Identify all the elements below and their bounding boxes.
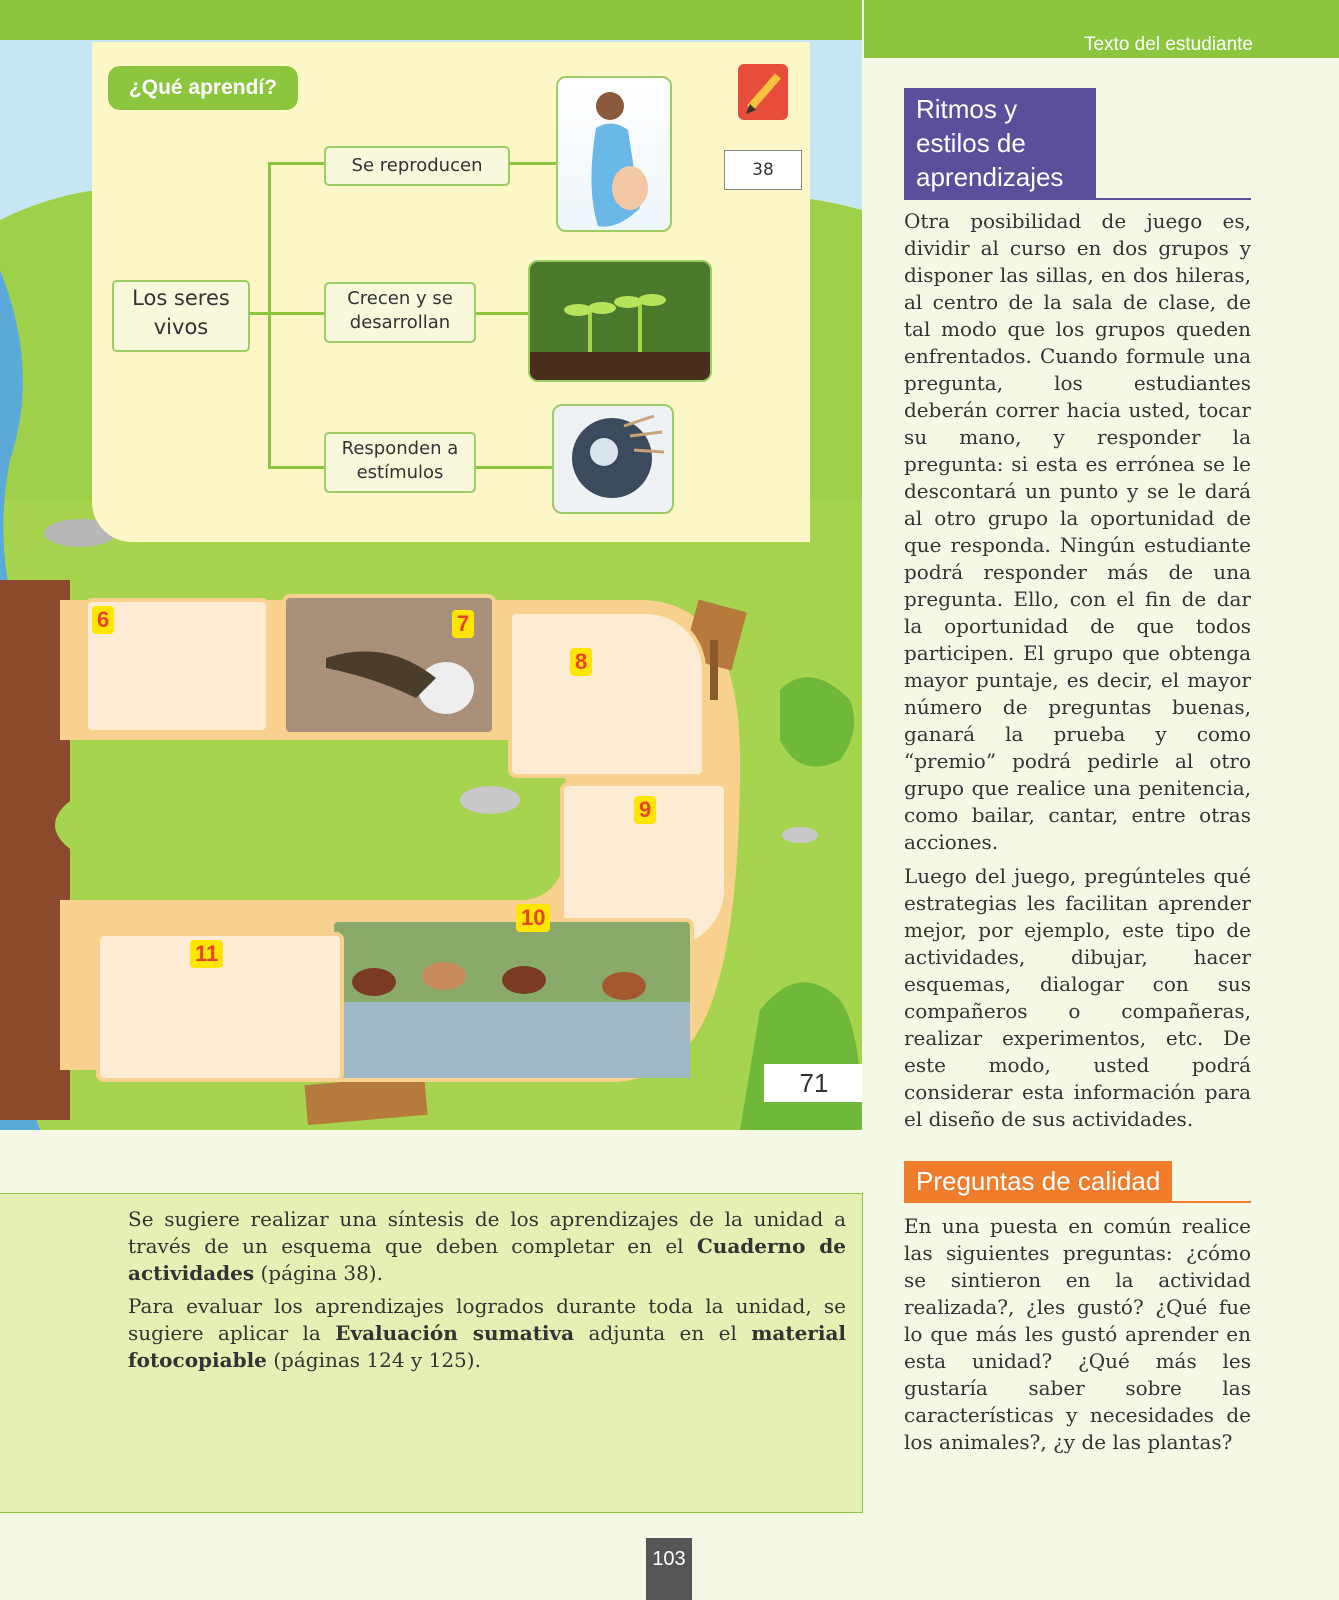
section-heading-quality-questions: Preguntas de calidad xyxy=(904,1161,1172,1201)
notebook-icon xyxy=(738,64,788,120)
body-paragraph: En una puesta en común realice las siguientes preguntas: ¿cómo se sintieron en la actividad realizada?, ¿les gustó? ¿Qué fue lo que más les gustó aprender en esta unidad? ¿Qué más les gustaría saber sobre las características y necesidades de los animales?, ¿y de las plantas? xyxy=(904,1214,1251,1454)
book-page-number: 71 xyxy=(764,1064,862,1102)
cell-number: 6 xyxy=(92,606,114,634)
top-bar-right xyxy=(864,0,1339,58)
connector-line xyxy=(268,466,324,469)
connector-line xyxy=(268,162,324,165)
cell-number: 7 xyxy=(452,610,474,638)
cows-by-pond-illustration xyxy=(334,922,690,1078)
connector-line xyxy=(472,466,554,469)
notebook-page-box: 38 xyxy=(724,150,802,190)
connector-line xyxy=(506,162,556,165)
cell-number: 10 xyxy=(516,904,550,932)
board-cell xyxy=(508,610,706,778)
cell-number: 8 xyxy=(570,648,592,676)
cell-number: 11 xyxy=(190,940,223,968)
what-did-i-learn-label: ¿Qué aprendí? xyxy=(108,66,298,110)
connector-line xyxy=(472,312,528,315)
connector-line xyxy=(268,162,271,468)
page-folio: 103 xyxy=(646,1538,692,1600)
body-paragraph: Otra posibilidad de juego es, dividir al curso en dos grupos y disponer las sillas, en dos hileras, al centro de la sala de clase, de tal modo que los grupos queden enfrentados. Cuando formule una pregunta, los estudiantes deberán correr hacia usted, tocar su mano, y responder la pregunta: si esta es errónea se le descontará un punto y se le dará al otro grupo la oportunidad de que responda. Ningún estudiante podrá responder más de una pregunta. Ello, con el fin de dar la oportunidad de que todos participen. El grupo que obtenga mayor puntaje, es decir, el mayor número de preguntas buenas, ganará la prueba y como “premio” podrá pedirle al otro grupo que realice una penitencia, como bailar, cantar, entre otras acciones. xyxy=(904,209,1251,854)
seedlings-photo xyxy=(528,260,712,382)
snail-eye-photo xyxy=(552,404,674,514)
board-cell-cows-photo xyxy=(330,918,694,1082)
pregnant-woman-photo xyxy=(556,76,672,232)
header-label: Texto del estudiante xyxy=(1083,34,1253,55)
connector-line xyxy=(268,312,324,315)
note-paragraph: Se sugiere realizar una síntesis de los aprendizajes de la unidad a través de un esquema que deben completar en el Cuaderno de actividades (página 38). xyxy=(128,1207,847,1285)
body-paragraph: Luego del juego, pregúnteles qué estrategias les facilitan aprender mejor, por ejemplo, este tipo de actividades, dibujar, hacer esquemas, dialogar con sus compañeros o compañeras, realizar experimentos, etc. De este modo, usted podrá considerar esta información para el diseño de sus actividades. xyxy=(904,864,1251,1131)
right-column xyxy=(904,88,1251,1463)
node-grow: Crecen y se desarrollan xyxy=(324,282,476,343)
cell-number: 9 xyxy=(634,796,656,824)
node-reproduce: Se reproducen xyxy=(324,146,510,186)
note-paragraph: Para evaluar los aprendizajes logrados durante toda la unidad, se sugiere aplicar la Evaluación sumativa adjunta en el material fotocopiable (páginas 124 y 125). xyxy=(128,1294,846,1372)
game-board-illustration xyxy=(0,40,862,1130)
teacher-note-box xyxy=(0,1193,863,1513)
pencil-icon xyxy=(738,64,788,120)
node-respond: Responden a estímulos xyxy=(324,432,476,493)
root-node: Los seres vivos xyxy=(112,280,250,352)
section-heading-learning-styles: Ritmos y estilos de aprendizajes xyxy=(904,88,1096,198)
